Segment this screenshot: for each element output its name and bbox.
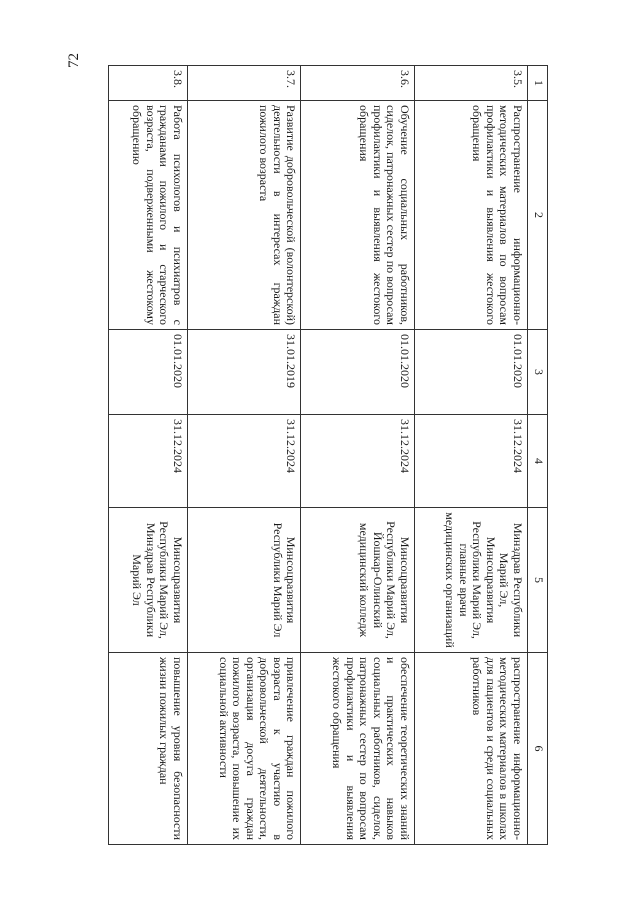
header-row (528, 66, 548, 845)
row-number: 3.7. (187, 66, 300, 101)
header-cell: 3 (528, 330, 548, 415)
result-cell: распространение информационно-методических материалов в школах для пациентов и среди социальных работников (414, 653, 527, 845)
activity-cell: Обучение социальных работников, сиделок, патронажных сестер по вопросам профилактики и выявления жестокого обращения (301, 101, 414, 330)
executors-cell: Минсоцразвития Республики Марий Эл, Йошкар-Олинский медицинский колледж (301, 508, 414, 653)
activity-cell: Распространение информационно-методических материалов по вопросам профилактики и выявления жестокого обращения (414, 101, 527, 330)
end-date-cell: 31.12.2024 (187, 415, 300, 508)
start-date-cell: 01.01.2020 (109, 330, 188, 415)
rotated-table-container (108, 65, 548, 845)
start-date-cell: 01.01.2020 (414, 330, 527, 415)
row-number: 3.8. (109, 66, 188, 101)
header-cell: 5 (528, 508, 548, 653)
row-number: 3.5. (414, 66, 527, 101)
start-date-cell: 31.01.2019 (187, 330, 300, 415)
measures-table (108, 65, 548, 845)
header-cell: 4 (528, 415, 548, 508)
header-cell: 6 (528, 653, 548, 845)
result-cell: повышение уровня безопасности жизни пожилых граждан (109, 653, 188, 845)
activity-cell: Развитие добровольческой (волонтерской) деятельности в интересах граждан пожилого возраста (187, 101, 300, 330)
page-number: 72 (66, 53, 82, 68)
result-cell: привлечение граждан пожилого возраста к участию в добровольческой деятельности, организация досуга граждан пожилого возраста, повышение их социальной активности (187, 653, 300, 845)
end-date-cell: 31.12.2024 (109, 415, 188, 508)
row-number: 3.6. (301, 66, 414, 101)
table-row (414, 66, 527, 845)
table-row (187, 66, 300, 845)
header-cell: 1 (528, 66, 548, 101)
executors-cell: Минсоцразвития Республики Марий Эл, Минздрав Республики Марий Эл (109, 508, 188, 653)
executors-cell: Минсоцразвития Республики Марий Эл (187, 508, 300, 653)
end-date-cell: 31.12.2024 (301, 415, 414, 508)
table-row (301, 66, 414, 845)
table-row (109, 66, 188, 845)
executors-cell: Минздрав Республики Марий Эл, Минсоцразвития Республики Марий Эл, главные врачи медицинских организаций (414, 508, 527, 653)
activity-cell: Работа психологов и психиатров с гражданами пожилого и старческого возраста, подверженными жестокому обращению (109, 101, 188, 330)
start-date-cell: 01.01.2020 (301, 330, 414, 415)
result-cell: обеспечение теоретических знаний и практических навыков социальных работников, сиделок, патронажных сестер по вопросам профилактики и выявления жестокого обращения (301, 653, 414, 845)
end-date-cell: 31.12.2024 (414, 415, 527, 508)
header-cell: 2 (528, 101, 548, 330)
